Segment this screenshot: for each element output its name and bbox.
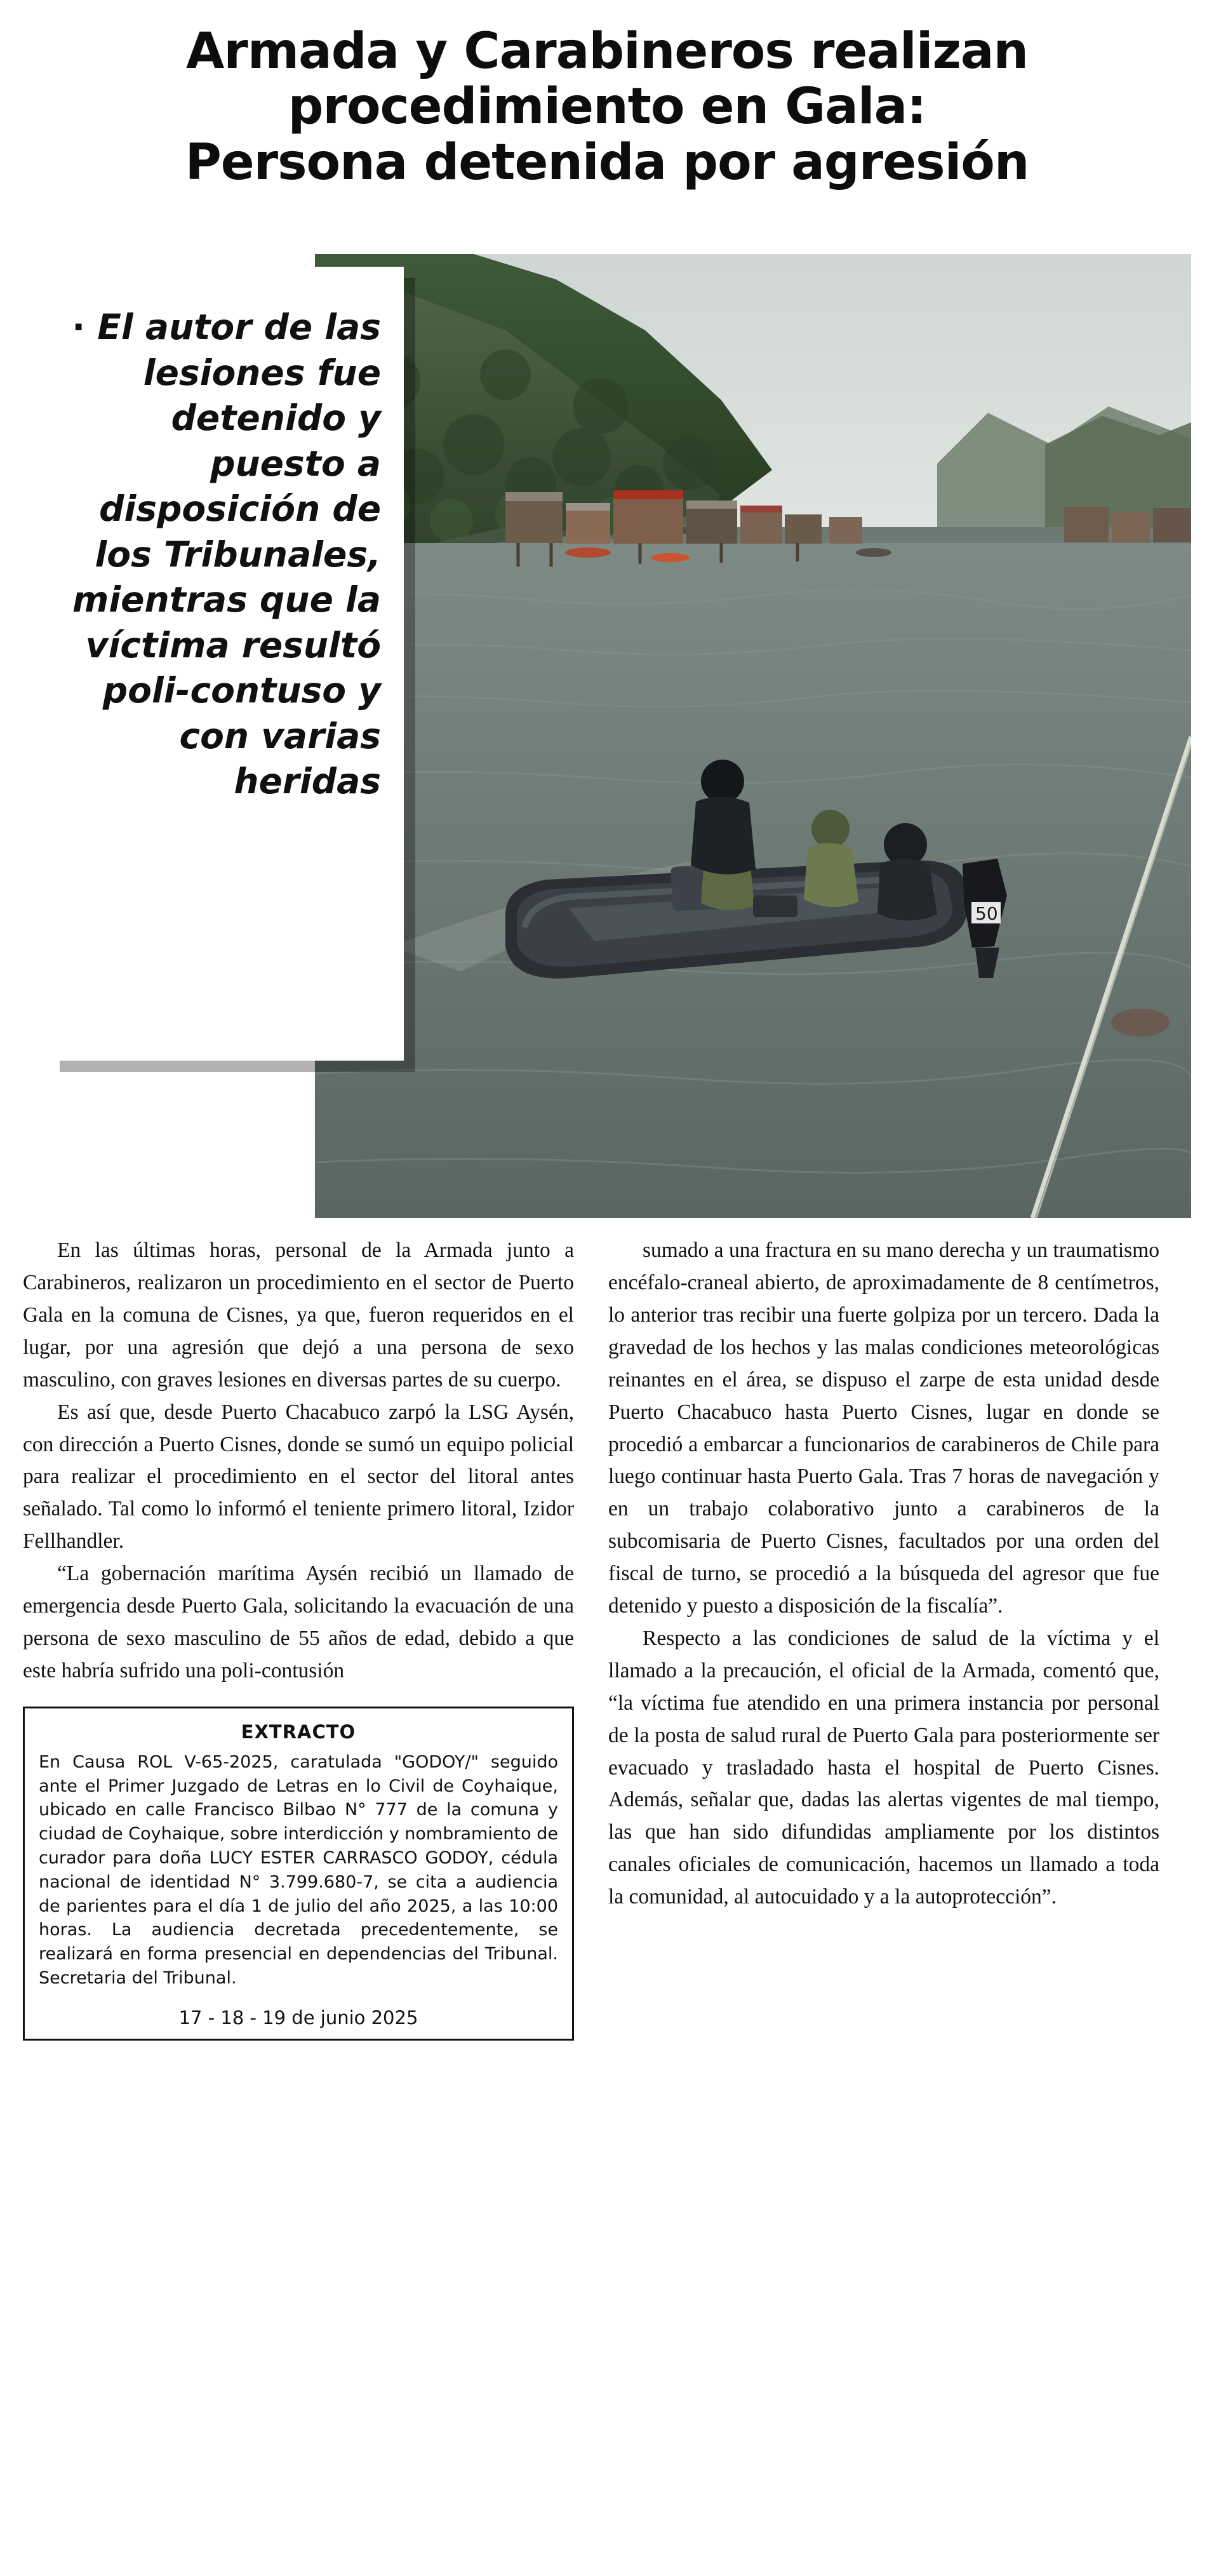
paragraph: Respecto a las condiciones de salud de la víctima y el llamado a la precaución, el oficial de la Armada, comentó que, “la víctima fue atendido en una primera instancia por personal de la posta de salud rural de Puerto Gala para posteriormente ser evacuado y trasladado hasta el hospital de Puerto Cisnes. Además, señalar que, dadas las alertas vigentes de mal tiempo, las que han sido difundidas ampliamente por los distintos canales oficiales de comunicación, hacemos un llamado a toda la comunidad, al autocuidado y a la autoprotección”. <box>608 1626 1159 1909</box>
article-column-left <box>23 1235 574 2041</box>
article-body <box>23 1235 1191 2041</box>
lead-callout <box>48 267 404 1061</box>
lead-text <box>71 305 381 805</box>
svg-text:50: 50 <box>975 903 998 925</box>
headline-line-3: Persona detenida por agresión <box>185 133 1029 191</box>
article-column-right <box>608 1235 1159 2041</box>
page-title <box>23 0 1191 191</box>
paragraph: “La gobernación marítima Aysén recibió un llamado de emergencia desde Puerto Gala, solicitando la evacuación de una persona de sexo masculino de 55 años de edad, debido a que este habría sufrido una poli-contusión <box>23 1562 574 1682</box>
paragraph: Es así que, desde Puerto Chacabuco zarpó la LSG Aysén, con dirección a Puerto Cisnes, donde se sumó un equipo policial para realizar el procedimiento en el sector del litoral antes señalado. Tal como lo informó el teniente primero litoral, Izidor Fellhandler. <box>23 1400 574 1553</box>
paragraph: sumado a una fractura en su mano derecha y un traumatismo encéfalo-craneal abierto, de aproximadamente de 8 centímetros, lo anterior tras recibir una fuerte golpiza por un tercero. Dada la gravedad de los hechos y las malas condiciones meteorológicas reinantes en el área, se dispuso el zarpe de esta unidad desde Puerto Chacabuco hasta Puerto Cisnes, lugar en donde se procedió a embarcar a funcionarios de carabineros de Chile para luego continuar hasta Puerto Gala. Tras 7 horas de navegación y en un trabajo colaborativo junto a carabineros de la subcomisaria de Puerto Cisnes, facultados por una orden del fiscal de turno, se procedió a la búsqueda del agresor que fue detenido y puesto a disposición de la fiscalía”. <box>608 1238 1159 1618</box>
legal-notice-date: 17 - 18 - 19 de junio 2025 <box>178 2006 418 2029</box>
lead-bullet: · <box>72 307 86 348</box>
legal-notice-body: En Causa ROL V-65-2025, caratulada "GODOY/" seguido ante el Primer Juzgado de Letras en lo Civil de Coyhaique, ubicado en calle Francisco Bilbao N° 777 de la comuna y ciudad de Coyhaique, sobre interdicción y nombramiento de curador para doña LUCY ESTER CARRASCO GODOY, cédula nacional de identidad N° 3.799.680-7, se cita a audiencia de parientes para el día 1 de julio del año 2025, a las 10:00 horas. La audiencia decretada precedentemente, se realizará en forma presencial en dependencias del Tribunal. Secretaria del Tribunal. <box>39 1752 558 1988</box>
article-photo <box>315 254 1191 1218</box>
headline-line-1: Armada y Carabineros realizan <box>185 23 1029 80</box>
legal-notice-title: EXTRACTO <box>241 1721 356 1743</box>
legal-notice-box <box>23 1707 574 2041</box>
paragraph: En las últimas horas, personal de la Armada junto a Carabineros, realizaron un procedimiento en el sector de Puerto Gala en la comuna de Cisnes, ya que, fueron requeridos en el lugar, por una agresión que dejó a una persona de sexo masculino, con graves lesiones en diversas partes de su cuerpo. <box>23 1238 574 1392</box>
lead-body: El autor de las lesiones fue detenido y puesto a disposición de los Tribunales, mientras que la víctima resultó poli-contuso y con varias heridas <box>72 307 381 802</box>
headline-line-2: procedimiento en Gala: <box>288 78 926 136</box>
hero-section <box>23 215 1191 1218</box>
